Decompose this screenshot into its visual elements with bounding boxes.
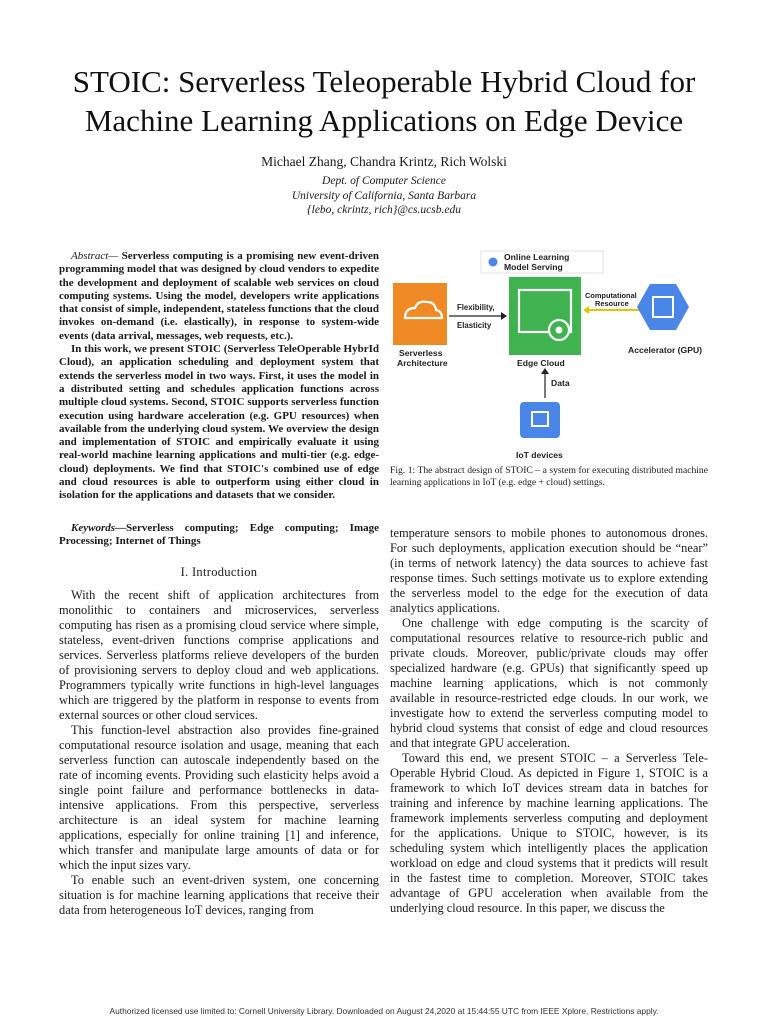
intro-paragraph-3: To enable such an event-driven system, one concerning situation is for machine learning applications that receive their data from heterogeneous IoT devices, ranging from — [59, 873, 379, 917]
computational-label-1: Computational — [585, 291, 637, 300]
introduction-left-column — [59, 588, 379, 918]
accelerator-gpu-icon — [637, 284, 689, 330]
abstract-text-1: Serverless computing is a promising new event-driven programming model that was designed by cloud vendors to expedite the development and deployment of scalable web services on cloud computing systems. Using the model, developers write applications that consist of simple, independent, stateless functions that the cloud invokes on-demand (i.e. elastically), in response to system-wide events (data arrival, messages, web requests, etc.). — [59, 250, 379, 342]
computational-resource-arrowhead — [583, 306, 589, 314]
figure-1-caption: Fig. 1: The abstract design of STOIC – a system for executing distributed machine learning applications in IoT (e.g. edge + cloud) settings. — [390, 465, 708, 489]
iot-label: IoT devices — [516, 450, 563, 460]
intro-paragraph-1: With the recent shift of application architectures from monolithic to containers and microservices, serverless computing has risen as a promising cloud service where simple, stateless, event-driven functions comprise applications and services. Serverless platforms relieve developers of the burden of provisioning servers to deploy cloud and web applications. Programmers typically write functions in high-level languages which are triggered by the platform in response to events from external sources or other cloud services. — [59, 588, 379, 722]
abstract-paragraph-1: Abstract— Serverless computing is a promising new event-driven programming model that was designed by cloud vendors to expedite the development and deployment of scalable web services on cloud computing systems. Using the model, developers write applications that consist of simple, independent, stateless functions that the cloud invokes on-demand (i.e. elastically), in response to system-wide events (data arrival, messages, web requests, etc.). — [59, 250, 379, 342]
figure-1-diagram — [385, 250, 710, 463]
right-paragraph-1: temperature sensors to mobile phones to autonomous drones. For such deployments, application execution should be “near” (in terms of network latency) the data sources to achieve fast response times. Such settings motivate us to explore extending the serverless model to the edge for the execution of data analytics applications. — [390, 526, 708, 615]
keywords: Keywords—Serverless computing; Edge computing; Image Processing; Internet of Things — [59, 522, 379, 548]
right-paragraph-2: One challenge with edge computing is the scarcity of computational resources relative to resource-rich public and private clouds. Moreover, public/private clouds may offer specialized hardware (e.g. GPUs) that significantly speed up machine learning applications, which is not commonly available in resource-restricted edge clouds. In our work, we investigate how to extend the serverless computing model to hybrid cloud systems that consist of edge and cloud resources and that integrate GPU acceleration. — [390, 616, 708, 750]
paper-title — [0, 62, 768, 140]
elasticity-label: Elasticity — [457, 321, 492, 330]
edge-cloud-label: Edge Cloud — [517, 358, 565, 368]
serverless-label-2: Architecture — [397, 358, 448, 368]
university: University of California, Santa Barbara — [291, 189, 477, 202]
introduction-right-column — [390, 526, 708, 916]
flexibility-label: Flexibility, — [457, 303, 495, 312]
author-list: Michael Zhang, Chandra Krintz, Rich Wolski — [261, 154, 507, 169]
serverless-label-1: Serverless — [399, 348, 443, 358]
figure-1 — [385, 250, 710, 463]
data-label: Data — [551, 378, 570, 388]
online-learning-label-2: Model Serving — [504, 262, 563, 272]
accelerator-label: Accelerator (GPU) — [628, 345, 703, 355]
gear-center-icon — [556, 327, 563, 334]
paper-title-line-2: Machine Learning Applications on Edge Device — [84, 103, 684, 138]
online-learning-label-1: Online Learning — [504, 252, 570, 262]
abstract-label: Abstract — [71, 250, 109, 262]
iot-device-icon — [520, 402, 560, 438]
data-arrowhead — [541, 368, 549, 374]
abstract — [59, 250, 379, 503]
keywords-label: Keywords — [71, 522, 115, 534]
author-email: {lebo, ckrintz, rich}@cs.ucsb.edu — [307, 204, 461, 217]
flexibility-arrowhead — [501, 312, 507, 320]
intro-paragraph-2: This function-level abstraction also provides fine-grained computational resource isolation and usage, meaning that each serverless function can autoscale independently based on the rate of incoming events. Providing such elasticity helps avoid a single point failure and performance bottlenecks in data-intensive applications. From this perspective, serverless architecture is an ideal system for machine learning applications, especially for online training [1] and inference, which transfer and manipulate large amounts of data or for which the input sizes vary. — [59, 723, 379, 872]
paper-title-line-1: STOIC: Serverless Teleoperable Hybrid Cloud for — [72, 64, 696, 99]
keywords-text: Serverless computing; Edge computing; Image Processing; Internet of Things — [59, 522, 379, 548]
affiliation — [0, 174, 768, 218]
section-heading-introduction: I. Introduction — [180, 565, 258, 579]
brain-icon — [489, 258, 498, 267]
computational-label-2: Resource — [595, 299, 629, 308]
right-paragraph-3: Toward this end, we present STOIC – a Serverless Tele-Operable Hybrid Cloud. As depicted in Figure 1, STOIC is a framework to which IoT devices stream data in batches for training and inference by machine learning applications. The framework implements serverless computing and deployment for the applications. Unique to STOIC, however, is its scheduling system which intelligently places the application workload on edge and cloud systems that it predicts will result in the fastest time to completion. Moreover, STOIC takes advantage of GPU acceleration when available from the underlying cloud resource. In this paper, we discuss the — [390, 751, 708, 915]
abstract-paragraph-2: In this work, we present STOIC (Serverless TeleOperable HybrId Cloud), an application scheduling and deployment system that extends the serverless model in two ways. First, it uses the model in a distributed setting and schedules application functions across multiple cloud systems. Second, STOIC supports serverless function execution using hardware acceleration (e.g. GPU resources) when available from the underlying cloud system. We overview the design and implementation of STOIC and empirically evaluate it using real-world machine learning applications and multi-tier (e.g. edge-cloud) deployments. We find that STOIC's combined use of edge and cloud resources is able to outperform using either cloud in isolation for the applications and datasets that we consider. — [59, 343, 379, 502]
department: Dept. of Computer Science — [322, 175, 446, 187]
license-footer: Authorized licensed use limited to: Cornell University Library. Downloaded on August 24,2020 at 15:44:55 UTC from IEEE Xplore. Restrictions apply. — [109, 1006, 659, 1016]
serverless-architecture-icon — [393, 283, 447, 345]
